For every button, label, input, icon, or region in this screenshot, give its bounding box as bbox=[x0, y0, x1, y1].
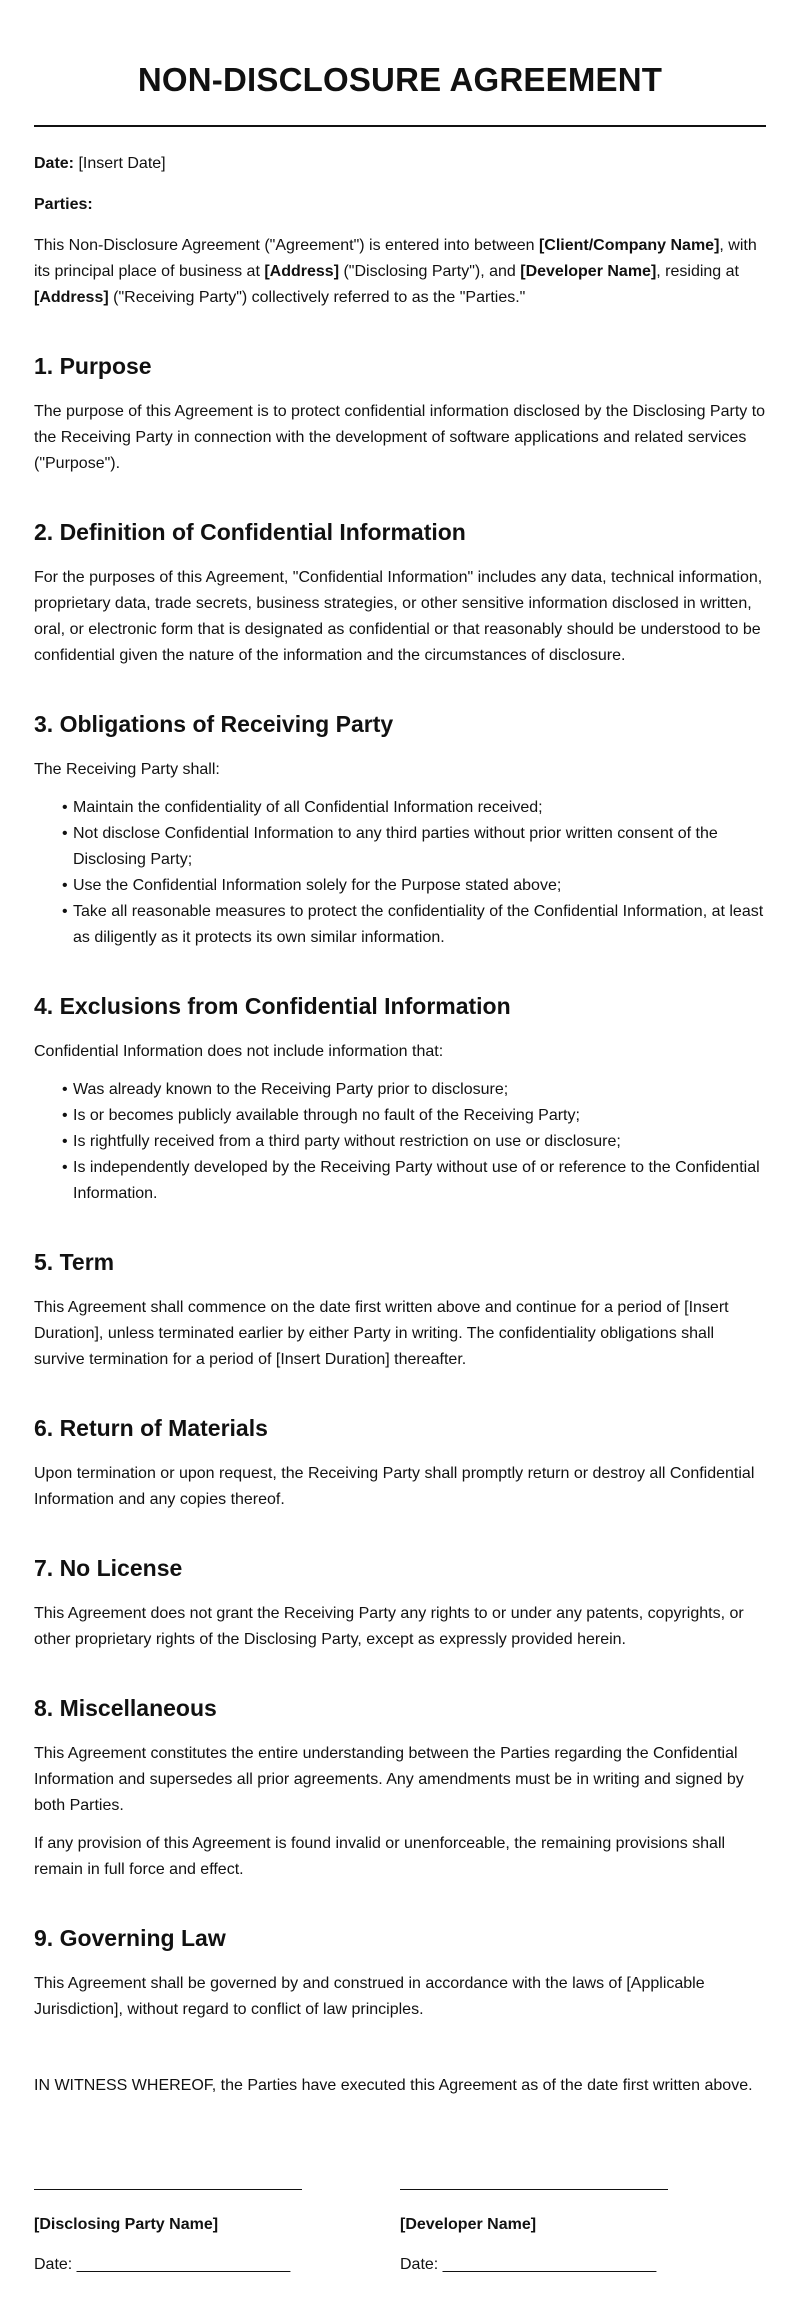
developer-name-placeholder: [Developer Name] bbox=[520, 263, 657, 280]
signature-date: Date: ________________________ bbox=[34, 2256, 291, 2273]
section-heading-definition: 2. Definition of Confidential Information bbox=[34, 519, 466, 545]
list-item-text: Not disclose Confidential Information to any third parties without prior written consent of the Disclosing Party; bbox=[73, 825, 718, 868]
section-text-law: This Agreement shall be governed by and construed in accordance with the laws of [Applicable Jurisdiction], without regard to conflict of law principles. bbox=[34, 1975, 705, 2018]
list-item bbox=[62, 795, 766, 821]
section-text-definition: For the purposes of this Agreement, "Confidential Information" includes any data, technical information, proprietary data, trade secrets, business strategies, or other sensitive information disclosed in written, oral, or electronic form that is designated as confidential or that reasonably should be understood to be confidential given the nature of the information and the circumstances of disclosure. bbox=[34, 569, 763, 664]
section-text-misc-2: If any provision of this Agreement is found invalid or unenforceable, the remaining provisions shall remain in full force and effect. bbox=[34, 1835, 726, 1878]
bullet-icon: • bbox=[62, 1159, 68, 1176]
list-item bbox=[62, 1077, 766, 1103]
list-item-text: Maintain the confidentiality of all Confidential Information received; bbox=[73, 799, 543, 816]
signature-line[interactable] bbox=[400, 2189, 668, 2190]
list-item-text: Is rightfully received from a third party without restriction on use or disclosure; bbox=[73, 1133, 621, 1150]
list-item-text: Take all reasonable measures to protect the confidentiality of the Confidential Information, at least as diligently as it protects its own similar information. bbox=[73, 903, 764, 946]
parties-label: Parties: bbox=[34, 196, 93, 213]
list-item bbox=[62, 1103, 766, 1129]
section-heading-law: 9. Governing Law bbox=[34, 1925, 226, 1951]
list-item bbox=[62, 873, 766, 899]
section-heading-license: 7. No License bbox=[34, 1555, 183, 1581]
document-title: NON-DISCLOSURE AGREEMENT bbox=[137, 61, 663, 98]
signature-date: Date: ________________________ bbox=[400, 2256, 657, 2273]
section-heading-misc: 8. Miscellaneous bbox=[34, 1695, 217, 1721]
list-item-text: Is independently developed by the Receiving Party without use of or reference to the Confidential Information. bbox=[73, 1159, 760, 1202]
intro-text: , residing at bbox=[656, 263, 739, 280]
section-heading-purpose: 1. Purpose bbox=[34, 353, 152, 379]
list-item bbox=[62, 821, 766, 873]
section-heading-term: 5. Term bbox=[34, 1249, 115, 1275]
signature-disclosing-party bbox=[34, 2189, 400, 2278]
bullet-icon: • bbox=[62, 1081, 68, 1098]
signature-block bbox=[34, 2189, 766, 2278]
bullet-icon: • bbox=[62, 903, 68, 920]
developer-address-placeholder: [Address] bbox=[34, 289, 109, 306]
signatory-name: [Developer Name] bbox=[400, 2216, 537, 2233]
list-item bbox=[62, 899, 766, 951]
section-heading-obligations: 3. Obligations of Receiving Party bbox=[34, 711, 394, 737]
signature-developer bbox=[400, 2189, 766, 2278]
witness-statement: IN WITNESS WHEREOF, the Parties have executed this Agreement as of the date first written above. bbox=[34, 2077, 753, 2094]
section-text-return: Upon termination or upon request, the Receiving Party shall promptly return or destroy all Confidential Information and any copies thereof. bbox=[34, 1465, 755, 1508]
intro-text: This Non-Disclosure Agreement ("Agreement") is entered into between bbox=[34, 237, 539, 254]
date-value: [Insert Date] bbox=[74, 155, 166, 172]
list-item-text: Was already known to the Receiving Party prior to disclosure; bbox=[73, 1081, 509, 1098]
intro-text: ("Disclosing Party"), and bbox=[339, 263, 521, 280]
exclusions-list bbox=[34, 1077, 766, 1207]
bullet-icon: • bbox=[62, 1133, 68, 1150]
date-line bbox=[34, 151, 766, 177]
bullet-icon: • bbox=[62, 799, 68, 816]
section-heading-exclusions: 4. Exclusions from Confidential Information bbox=[34, 993, 511, 1019]
client-address-placeholder: [Address] bbox=[264, 263, 340, 280]
section-intro-obligations: The Receiving Party shall: bbox=[34, 761, 220, 778]
intro-text: , with its principal place of business at bbox=[34, 237, 757, 280]
bullet-icon: • bbox=[62, 877, 68, 894]
section-text-term: This Agreement shall commence on the date first written above and continue for a period of [Insert Duration], unless terminated earlier by either Party in writing. The confidentiality obligations shall survive termination for a period of [Insert Duration] thereafter. bbox=[34, 1299, 729, 1368]
bullet-icon: • bbox=[62, 825, 68, 842]
section-text-misc-1: This Agreement constitutes the entire understanding between the Parties regarding the Confidential Information and supersedes all prior agreements. Any amendments must be in writing and signed by both Parties. bbox=[34, 1745, 744, 1814]
client-name-placeholder: [Client/Company Name] bbox=[538, 237, 720, 254]
list-item bbox=[62, 1129, 766, 1155]
section-intro-exclusions: Confidential Information does not include information that: bbox=[34, 1043, 444, 1060]
list-item bbox=[62, 1155, 766, 1207]
title-divider bbox=[34, 125, 766, 127]
signatory-name: [Disclosing Party Name] bbox=[34, 2216, 219, 2233]
list-item-text: Use the Confidential Information solely for the Purpose stated above; bbox=[73, 877, 562, 894]
date-label: Date: bbox=[34, 155, 75, 172]
section-text-purpose: The purpose of this Agreement is to protect confidential information disclosed by the Disclosing Party to the Receiving Party in connection with the development of software applications and related services ("Purpose"). bbox=[34, 403, 766, 472]
signature-line[interactable] bbox=[34, 2189, 302, 2190]
obligations-list bbox=[34, 795, 766, 951]
intro-paragraph bbox=[34, 233, 766, 311]
bullet-icon: • bbox=[62, 1107, 68, 1124]
section-heading-return: 6. Return of Materials bbox=[34, 1415, 268, 1441]
intro-text: ("Receiving Party") collectively referred to as the "Parties." bbox=[108, 289, 526, 306]
section-text-license: This Agreement does not grant the Receiving Party any rights to or under any patents, copyrights, or other proprietary rights of the Disclosing Party, except as expressly provided herein. bbox=[34, 1605, 744, 1648]
list-item-text: Is or becomes publicly available through no fault of the Receiving Party; bbox=[73, 1107, 580, 1124]
